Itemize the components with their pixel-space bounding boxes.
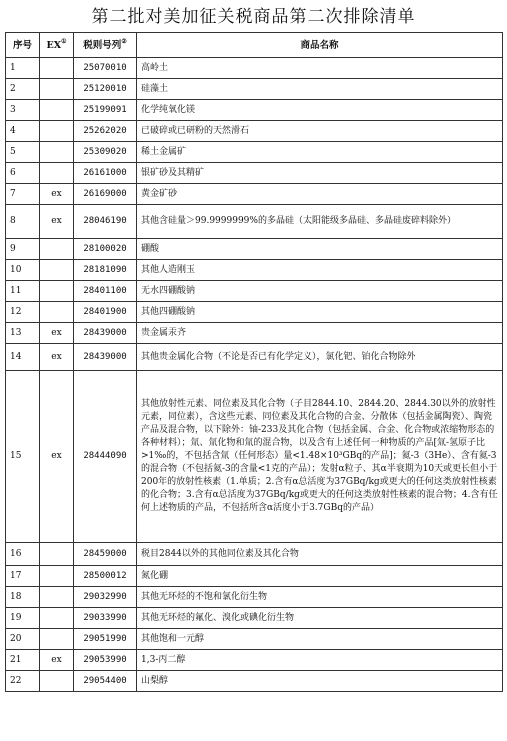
table-row [6,205,503,239]
row-name: 硼酸 [137,239,503,260]
row-name: 银矿砂及其精矿 [137,163,503,184]
table-row [6,163,503,184]
header-code: 税则号列② [74,33,137,58]
row-code: 29054400 [74,671,137,692]
table-row [6,58,503,79]
row-code: 25070010 [74,58,137,79]
row-code: 26161000 [74,163,137,184]
row-ex [40,239,74,260]
row-no: 2 [6,79,40,100]
row-ex [40,302,74,323]
table-row [6,671,503,692]
row-no: 22 [6,671,40,692]
row-ex [40,58,74,79]
page-title: 第二批对美加征关税商品第二次排除清单 [91,7,416,27]
row-no: 4 [6,121,40,142]
header-code-note: ② [121,37,127,45]
row-no: 19 [6,608,40,629]
row-no: 12 [6,302,40,323]
row-code: 28401100 [74,281,137,302]
row-code: 28439000 [74,323,137,344]
row-name: 其他无环烃的不饱和氯化衍生物 [137,587,503,608]
row-no: 6 [6,163,40,184]
row-code: 25120010 [74,79,137,100]
row-ex [40,587,74,608]
header-ex: EX① [40,33,74,58]
row-ex: ex [40,205,74,239]
table-row [6,650,503,671]
row-code: 29051990 [74,629,137,650]
row-no: 17 [6,566,40,587]
row-name: 1,3-丙二醇 [137,650,503,671]
table-header-row [6,33,503,58]
row-ex [40,608,74,629]
row-name: 其他四硼酸钠 [137,302,503,323]
row-no: 1 [6,58,40,79]
header-name: 商品名称 [137,33,503,58]
row-ex [40,281,74,302]
row-no: 7 [6,184,40,205]
row-code: 28439000 [74,344,137,371]
row-ex: ex [40,323,74,344]
row-no: 18 [6,587,40,608]
row-name: 山梨醇 [137,671,503,692]
table-row [6,121,503,142]
row-ex: ex [40,650,74,671]
row-no: 10 [6,260,40,281]
row-name: 税目2844以外的其他同位素及其化合物 [137,543,503,566]
row-name: 其他放射性元素、同位素及其化合物（子目2844.10、2844.20、2844.30以外的放射性元素，同位素），含这些元素、同位素及其化合物的合金、分散体（包括金属陶瓷）、陶瓷产品及混合物，以下除外：铀-233及其化合物（包括金属、合金、化合物或浓缩物形态的各种材料）；氚、氚化物和氚的混合物，以及含有上述任何一种物质的产品[氚-氢原子比>1‰的，不包括含氚（任何形态）量<1.48×10³GBq的产品]；氦-3（3He）、含有氦-3的混合物（不包括氦-3的含量<1克的产品）；发射α粒子、其α半衰期为10天或更长但小于200年的放射性核素（1.单质；2.含有α总活度为37GBq/kg或更大的任何这类放射性核素的化合物；3.含有α总活度为37GBq/kg或更大的任何这类放射性核素的混合物；4.含有任何上述物质的产品，不包括所含α活度小于3.7GBq的产品） [137,371,503,543]
exclusion-list-table [5,32,503,692]
table-row [6,608,503,629]
row-ex [40,629,74,650]
table-row [6,302,503,323]
row-ex [40,79,74,100]
table-row [6,260,503,281]
row-ex: ex [40,344,74,371]
row-name: 其他饱和一元醇 [137,629,503,650]
table-row [6,566,503,587]
row-name: 贵金属汞齐 [137,323,503,344]
row-no: 11 [6,281,40,302]
row-name: 其他无环烃的氟化、溴化或碘化衍生物 [137,608,503,629]
row-code: 29032990 [74,587,137,608]
table-row [6,281,503,302]
table-row [6,371,503,543]
row-no: 15 [6,371,40,543]
table-row [6,323,503,344]
row-code: 26169000 [74,184,137,205]
row-code: 25199091 [74,100,137,121]
row-name: 高岭土 [137,58,503,79]
row-code: 25262020 [74,121,137,142]
row-no: 3 [6,100,40,121]
row-no: 20 [6,629,40,650]
row-no: 9 [6,239,40,260]
row-code: 28444090 [74,371,137,543]
row-code: 29053990 [74,650,137,671]
row-ex: ex [40,184,74,205]
row-code: 28100020 [74,239,137,260]
row-no: 13 [6,323,40,344]
row-ex [40,100,74,121]
row-no: 5 [6,142,40,163]
row-name: 其他贵金属化合物（不论是否已有化学定义），氯化钯、铂化合物除外 [137,344,503,371]
table-row [6,344,503,371]
row-name: 其他含硅量＞99.9999999%的多晶硅（太阳能级多晶硅、多晶硅废碎料除外） [137,205,503,239]
table-row [6,184,503,205]
row-ex [40,163,74,184]
row-code: 28181090 [74,260,137,281]
row-code: 29033990 [74,608,137,629]
row-no: 14 [6,344,40,371]
row-name: 氮化硼 [137,566,503,587]
table-row [6,543,503,566]
row-ex [40,142,74,163]
row-name: 稀土金属矿 [137,142,503,163]
row-name: 硅藻土 [137,79,503,100]
row-ex [40,121,74,142]
row-name: 无水四硼酸钠 [137,281,503,302]
header-ex-note: ① [61,37,67,45]
table-row [6,629,503,650]
row-no: 16 [6,543,40,566]
row-ex [40,671,74,692]
table-row [6,79,503,100]
table-row [6,100,503,121]
row-name: 其他人造刚玉 [137,260,503,281]
row-code: 28500012 [74,566,137,587]
row-no: 8 [6,205,40,239]
row-code: 28459000 [74,543,137,566]
row-code: 28401900 [74,302,137,323]
row-ex [40,566,74,587]
table-row [6,587,503,608]
row-ex: ex [40,371,74,543]
row-ex [40,543,74,566]
row-name: 已破碎或已研粉的天然滑石 [137,121,503,142]
row-ex [40,260,74,281]
row-code: 25309020 [74,142,137,163]
row-name: 化学纯氧化镁 [137,100,503,121]
table-row [6,142,503,163]
row-code: 28046190 [74,205,137,239]
table-row [6,239,503,260]
row-name: 黄金矿砂 [137,184,503,205]
row-no: 21 [6,650,40,671]
header-no: 序号 [6,33,40,58]
